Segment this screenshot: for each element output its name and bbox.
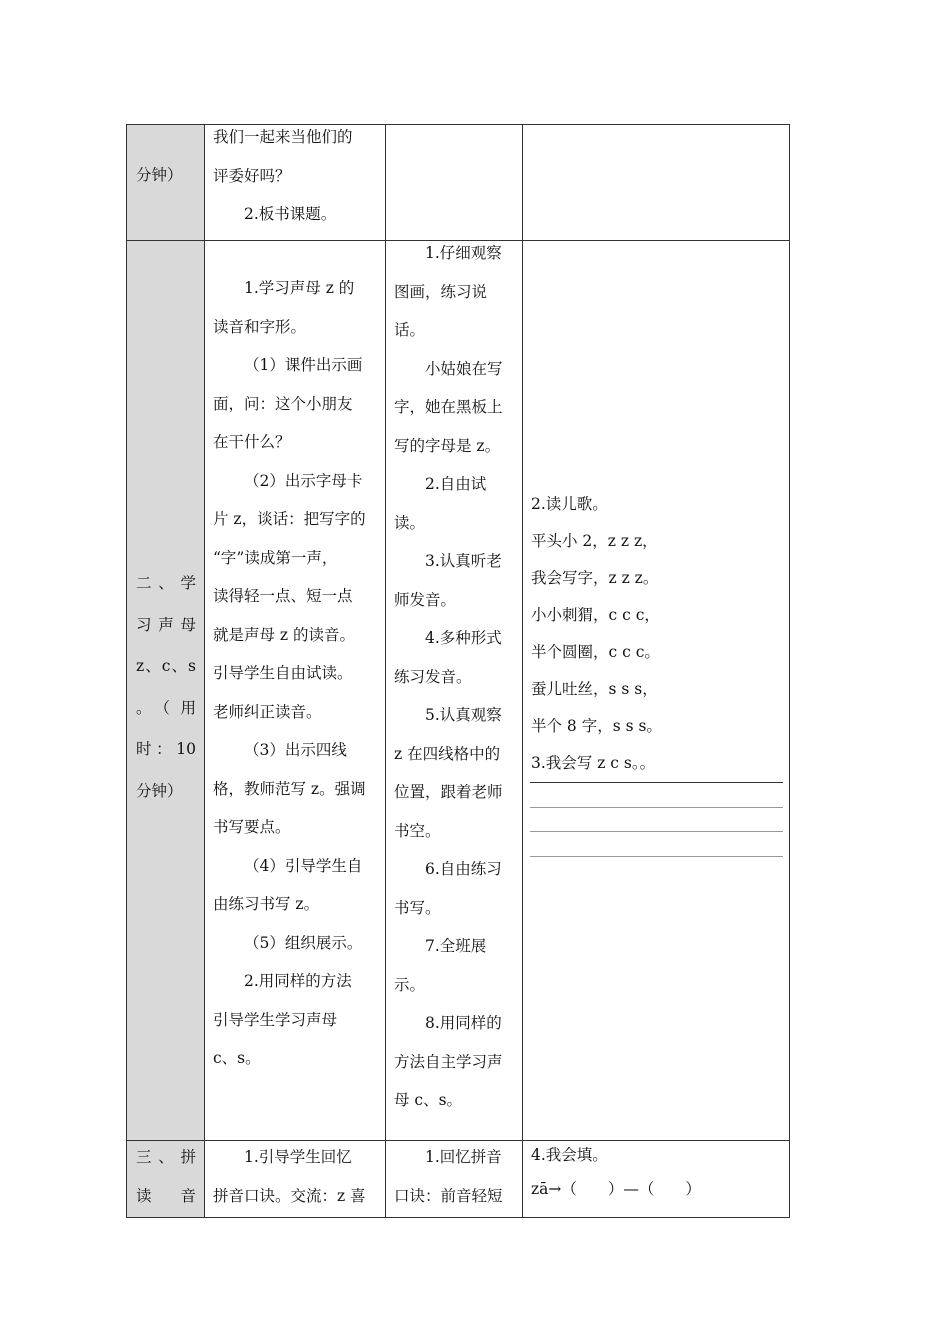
student-text: 话。 xyxy=(394,321,426,339)
four-line-grid-line xyxy=(530,807,783,808)
column-divider-1 xyxy=(204,124,205,1218)
student-text: 书写。 xyxy=(394,898,441,917)
fill-in-blank-text: zā→（ ）—（ ） xyxy=(531,1180,701,1198)
row1-teacher-cell xyxy=(213,118,383,234)
student-text: 4.多种形式 xyxy=(425,629,502,647)
student-text: 读。 xyxy=(394,513,426,532)
student-text: 图画，练习说 xyxy=(394,282,488,301)
teacher-text: 读音和字形。 xyxy=(213,317,307,336)
student-text: 师发音。 xyxy=(394,590,457,609)
student-text: 7.全班展 xyxy=(425,937,487,955)
student-text: 口诀：前音轻短 xyxy=(394,1186,503,1205)
teacher-text: 在干什么？ xyxy=(213,433,291,451)
student-text: 写的字母是 z。 xyxy=(394,436,501,455)
teacher-text: 引导学生学习声母 xyxy=(213,1010,338,1029)
teacher-text: 引导学生自由试读。 xyxy=(213,664,353,682)
row3-teacher-cell xyxy=(213,1138,383,1215)
four-line-grid-line xyxy=(530,831,783,832)
student-text: 方法自主学习声 xyxy=(394,1052,503,1071)
table-border-left xyxy=(126,124,127,1218)
teacher-text: 就是声母 z 的读音。 xyxy=(213,625,356,644)
exercise-text: 半个圆圈，c c c。 xyxy=(531,643,660,661)
teacher-text: （2）出示字母卡 xyxy=(244,471,363,490)
teacher-text: 评委好吗？ xyxy=(213,166,291,185)
row2-teacher-cell xyxy=(213,269,383,1078)
stage-text: 分钟） xyxy=(136,781,183,800)
teacher-text: 面，问：这个小朋友 xyxy=(213,394,353,413)
stage-text: 三、拼 xyxy=(136,1148,196,1166)
stage-text: 习声母 xyxy=(136,615,196,634)
teacher-text: 格，教师范写 z。强调 xyxy=(213,779,366,798)
teacher-text: 片 z，谈话：把写字的 xyxy=(213,510,366,528)
teacher-text: 2.用同样的方法 xyxy=(244,972,352,990)
teacher-text: 我们一起来当他们的 xyxy=(213,128,353,146)
teacher-text: 1.引导学生回忆 xyxy=(244,1148,352,1166)
teacher-text: 读得轻一点、短一点 xyxy=(213,587,353,605)
student-text: 2.自由试 xyxy=(425,475,487,493)
row3-exercise-cell xyxy=(531,1138,783,1206)
teacher-text: 拼音口诀。交流：z 喜 xyxy=(213,1186,366,1205)
teacher-text: （1）课件出示画 xyxy=(244,356,363,374)
column-divider-3 xyxy=(522,124,523,1218)
student-text: 小姑娘在写 xyxy=(425,359,503,378)
table-border-bottom xyxy=(126,1217,790,1218)
row2-student-cell xyxy=(394,234,518,1120)
stage-text: z、c、s xyxy=(136,657,196,675)
student-text: z 在四线格中的 xyxy=(394,744,501,763)
stage-text: 二、学 xyxy=(136,574,196,592)
row1-stage-cell xyxy=(136,156,196,195)
lesson-plan-table xyxy=(126,124,790,1218)
student-text: 5.认真观察 xyxy=(425,706,502,724)
student-text: 字，她在黑板上 xyxy=(394,398,503,416)
student-text: 3.认真听老 xyxy=(425,552,502,570)
student-text: 母 c、s。 xyxy=(394,1091,463,1109)
teacher-text: 由练习书写 z。 xyxy=(213,895,320,913)
exercise-text: 4.我会填。 xyxy=(531,1146,608,1164)
exercise-text: 我会写字，z z z。 xyxy=(531,569,659,587)
teacher-text: （5）组织展示。 xyxy=(244,933,363,952)
column-divider-2 xyxy=(385,124,386,1218)
student-text: 1.仔细观察 xyxy=(425,244,502,262)
exercise-text: 平头小 2，z z z， xyxy=(531,532,658,550)
teacher-text: “字”读成第一声， xyxy=(213,548,338,567)
student-text: 8.用同样的 xyxy=(425,1014,502,1032)
student-text: 6.自由练习 xyxy=(425,860,502,878)
row3-stage-cell xyxy=(136,1138,196,1215)
student-text: 练习发音。 xyxy=(394,667,472,686)
exercise-text: 蚕儿吐丝，s s s， xyxy=(531,680,658,698)
four-line-grid-top xyxy=(530,782,783,783)
teacher-text: 老师纠正读音。 xyxy=(213,702,322,721)
exercise-text: 半个 8 字，s s s。 xyxy=(531,717,662,735)
table-border-right xyxy=(789,124,790,1218)
teacher-text: 2.板书课题。 xyxy=(244,205,337,223)
row2-stage-cell xyxy=(136,563,196,812)
teacher-text: 书写要点。 xyxy=(213,818,291,836)
student-text: 书空。 xyxy=(394,821,441,840)
exercise-text: 2.读儿歌。 xyxy=(531,495,608,513)
stage-text: 读音 xyxy=(136,1186,196,1205)
teacher-text: （4）引导学生自 xyxy=(244,856,363,875)
row3-student-cell xyxy=(394,1138,518,1215)
exercise-text: 3.我会写 z c s。。 xyxy=(531,754,656,772)
student-text: 示。 xyxy=(394,975,426,994)
stage-text: 分钟） xyxy=(136,166,183,184)
teacher-text: 1.学习声母 z 的 xyxy=(244,279,355,297)
row2-exercise-cell xyxy=(531,486,783,782)
stage-text: 时：10 xyxy=(136,740,196,758)
teacher-text: （3）出示四线 xyxy=(244,741,347,759)
stage-text: 。（用 xyxy=(136,698,196,717)
four-line-grid-bottom xyxy=(530,856,783,857)
student-text: 1.回忆拼音 xyxy=(425,1148,502,1166)
exercise-text: 小小刺猬，c c c， xyxy=(531,606,660,624)
student-text: 位置，跟着老师 xyxy=(394,783,503,801)
teacher-text: c、s。 xyxy=(213,1049,261,1067)
